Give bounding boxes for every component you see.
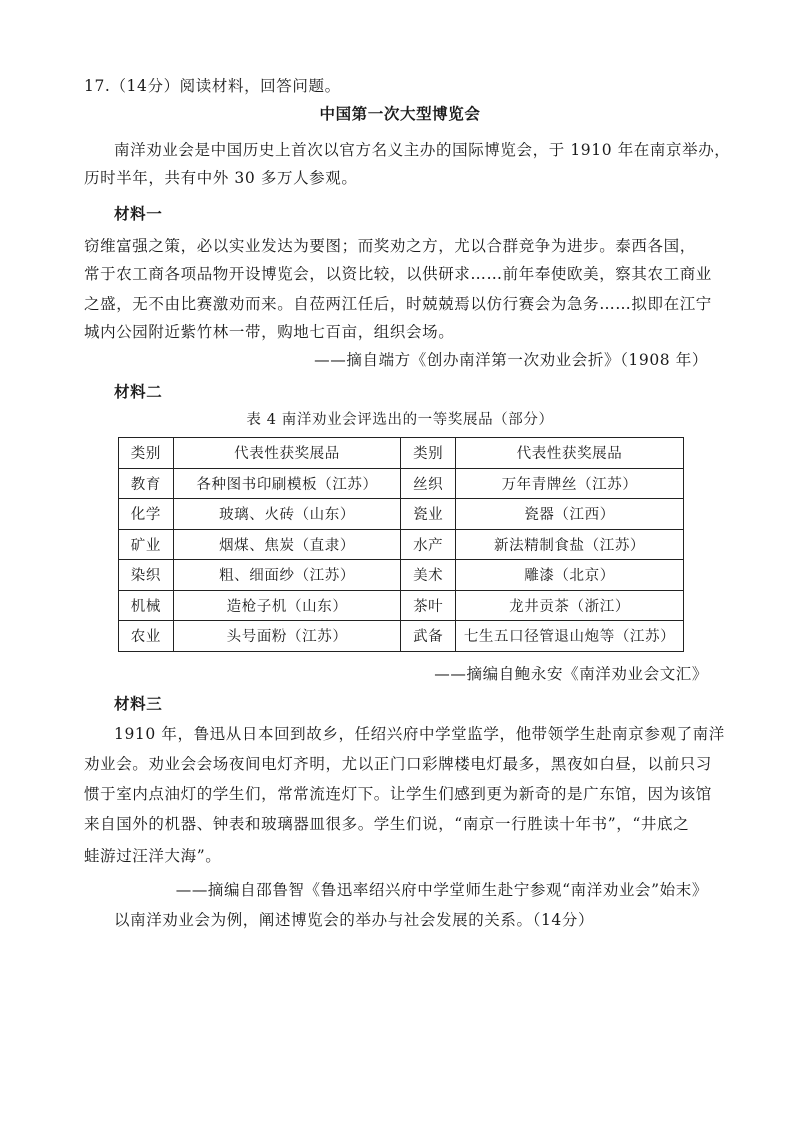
material1-line: 窃维富强之策，必以实业发达为要图；而奖劝之方，尤以合群竞争为进步。泰西各国， [84, 237, 696, 255]
table-cell: 茶叶 [401, 590, 456, 621]
material3-label: 材料三 [114, 694, 163, 713]
material3-source: ——摘编自邵鲁智《鲁迅率绍兴府中学堂师生赴宁参观“南洋劝业会”始末》 [175, 881, 708, 899]
table-cell: 造枪子机（山东） [173, 590, 401, 621]
table-cell: 机械 [119, 590, 174, 621]
table-cell: 矿业 [119, 529, 174, 560]
table-cell: 武备 [401, 621, 456, 652]
material1-line: 城内公园附近紫竹林一带，购地七百亩，组织会场。 [84, 323, 455, 341]
table-cell: 美术 [401, 560, 456, 591]
table-row [119, 621, 684, 652]
intro-line: 南洋劝业会是中国历史上首次以官方名义主办的国际博览会，于 1910 年在南京举办， [114, 141, 731, 159]
table-row [119, 529, 684, 560]
table-cell: 粗、细面纱（江苏） [173, 560, 401, 591]
table-row [119, 560, 684, 591]
table-cell: 化学 [119, 499, 174, 530]
table-cell: 染织 [119, 560, 174, 591]
table-cell: 农业 [119, 621, 174, 652]
question-title: 中国第一次大型博览会 [319, 104, 481, 123]
table-row [119, 590, 684, 621]
table-header-cell: 代表性获奖展品 [173, 438, 401, 469]
material3-line: 劝业会。劝业会会场夜间电灯齐明，尤以正门口彩牌楼电灯最多，黑夜如白昼，以前只习 [84, 755, 712, 773]
question-header: 17.（14分）阅读材料，回答问题。 [84, 77, 341, 95]
table-cell: 雕漆（北京） [456, 560, 684, 591]
material2-source: ——摘编自鲍永安《南洋劝业会文汇》 [434, 665, 708, 683]
table-header-cell: 类别 [119, 438, 174, 469]
material1-line: 之盛，无不由比赛激劝而来。自莅两江任后，时兢兢焉以仿行赛会为急务……拟即在江宁 [84, 295, 712, 313]
task-prompt: 以南洋劝业会为例，阐述博览会的举办与社会发展的关系。（14分） [114, 911, 595, 929]
intro-line: 历时半年，共有中外 30 多万人参观。 [84, 169, 358, 187]
material3-line: 来自国外的机器、钟表和玻璃器皿很多。学生们说，“南京一行胜读十年书”，“井底之 [84, 815, 690, 833]
table-header-cell: 代表性获奖展品 [456, 438, 684, 469]
material2-label: 材料二 [114, 382, 163, 401]
table-cell: 水产 [401, 529, 456, 560]
table-cell: 教育 [119, 468, 174, 499]
table-cell: 七生五口径管退山炮等（江苏） [456, 621, 684, 652]
table-cell: 新法精制食盐（江苏） [456, 529, 684, 560]
awards-table [118, 437, 684, 652]
table-cell: 瓷器（江西） [456, 499, 684, 530]
material1-line: 常于农工商各项品物开设博览会，以资比较，以供研求……前年奉使欧美，察其农工商业 [84, 265, 712, 283]
table-header-cell: 类别 [401, 438, 456, 469]
material3-line: 蛙游过汪洋大海”。 [84, 847, 222, 865]
table-cell: 瓷业 [401, 499, 456, 530]
table-row [119, 468, 684, 499]
table-cell: 玻璃、火砖（山东） [173, 499, 401, 530]
material3-line: 惯于室内点油灯的学生们，常常流连灯下。让学生们感到更为新奇的是广东馆，因为该馆 [84, 785, 712, 803]
material3-line: 1910 年，鲁迅从日本回到故乡，任绍兴府中学堂监学，他带领学生赴南京参观了南洋 [114, 725, 725, 743]
table-cell: 丝织 [401, 468, 456, 499]
material1-source: ——摘自端方《创办南洋第一次劝业会折》（1908 年） [314, 351, 708, 369]
table-cell: 烟煤、焦炭（直隶） [173, 529, 401, 560]
table-cell: 各种图书印刷模板（江苏） [173, 468, 401, 499]
material1-label: 材料一 [114, 204, 163, 223]
table-cell: 龙井贡茶（浙江） [456, 590, 684, 621]
table-cell: 万年青牌丝（江苏） [456, 468, 684, 499]
table-caption: 表 4 南洋劝业会评选出的一等奖展品（部分） [246, 412, 554, 428]
table-cell: 头号面粉（江苏） [173, 621, 401, 652]
table-row [119, 499, 684, 530]
table-header-row [119, 438, 684, 469]
